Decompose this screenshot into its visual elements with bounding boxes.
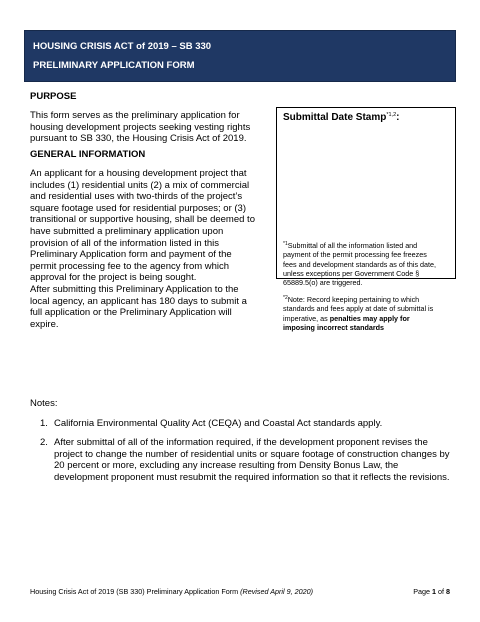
note-1-line: 65889.5(o) are triggered. — [283, 278, 363, 288]
note-item-line: California Environmental Quality Act (CEQA) and Coastal Act standards apply. — [54, 418, 383, 429]
general-line: Preliminary Application form and payment of the — [30, 249, 232, 261]
note-1-marker: *1 — [283, 241, 288, 247]
general-line: square footage used for residential purposes; or (3) — [30, 202, 246, 214]
note-2-line: standards and fees apply at date of submittal is — [283, 304, 434, 314]
note-item-line: After submittal of all of the information required, if the development proponent revises the — [54, 437, 428, 448]
general-line: and residential uses with two-thirds of the project’s — [30, 191, 243, 203]
submittal-date-stamp-box — [276, 107, 456, 332]
purpose-text — [30, 110, 250, 145]
footer-form-name: Housing Crisis Act of 2019 (SB 330) Preliminary Application Form — [30, 587, 241, 596]
note-item-number: 2. — [40, 437, 48, 448]
purpose-heading: PURPOSE — [30, 91, 77, 102]
general-info-paragraph-2 — [30, 284, 247, 330]
note-item-line: project to change the number of residential units or square footage of construction changes by — [54, 448, 450, 460]
note-2-warning: imposing incorrect standards — [283, 322, 385, 332]
stamp-note-2 — [283, 294, 451, 332]
purpose-line: This form serves as the preliminary application for — [30, 110, 240, 121]
note-item-line: development proponent must resubmit the required information so that it reflects the revisions. — [54, 471, 450, 483]
note-2-line: Note: Record keeping pertaining to which — [287, 295, 420, 304]
note-item-number: 1. — [40, 418, 48, 429]
general-line: After submitting this Preliminary Application to the — [30, 284, 239, 295]
page-number — [413, 587, 450, 596]
note-1-line: Submittal of all the information listed and — [287, 241, 418, 250]
form-title: HOUSING CRISIS ACT of 2019 – SB 330 — [33, 41, 212, 52]
general-line: approval for the project is being sought. — [30, 272, 197, 284]
notes-label: Notes: — [30, 398, 58, 409]
purpose-line: pursuant to SB 330, the Housing Crisis Act of 2019. — [30, 133, 247, 145]
footer-revision: (Revised April 9, 2020) — [240, 587, 313, 596]
page-current: 1 — [432, 587, 436, 596]
note-2-marker: *2 — [283, 295, 288, 301]
page-total: 8 — [446, 587, 450, 596]
form-subtitle: PRELIMINARY APPLICATION FORM — [33, 60, 195, 71]
page-of: of — [436, 587, 446, 596]
general-line: full application or the Preliminary Application will — [30, 307, 232, 319]
general-info-heading: GENERAL INFORMATION — [30, 149, 146, 160]
general-info-paragraph-1 — [30, 168, 255, 284]
general-line: transitional or supportive housing, shall be deemed to — [30, 214, 255, 226]
stamp-title — [283, 112, 400, 123]
note-item-line: 20 percent or more, excluding any increase resulting from Density Bonus Law, the — [54, 460, 399, 472]
general-line: provision of all of the information listed in this — [30, 237, 220, 249]
note-1-line: fees and development standards as of this date, — [283, 259, 437, 269]
stamp-note-1 — [283, 240, 451, 287]
note-1-line: payment of the permit processing fee freezes — [283, 250, 427, 260]
general-line: local agency, an applicant has 180 days to submit a — [30, 295, 247, 307]
general-line: have submitted a preliminary application upon — [30, 225, 224, 237]
general-line: includes (1) residential units (2) a mix of commercial — [30, 179, 250, 191]
general-line: An applicant for a housing development project that — [30, 168, 247, 179]
general-line: permit processing fee to the agency from which — [30, 260, 230, 272]
stamp-title-footnote: *1,2 — [386, 112, 397, 118]
stamp-title-text: Submittal Date Stamp — [283, 112, 387, 123]
purpose-line: housing development projects seeking vesting rights — [30, 121, 251, 133]
page-prefix: Page — [413, 587, 432, 596]
general-line: expire. — [30, 318, 59, 330]
note-2-warning: penalties may apply for — [329, 313, 410, 323]
form-title-banner — [24, 30, 456, 82]
footer-text — [30, 587, 313, 596]
note-2-line: imperative, as — [283, 313, 330, 323]
note-1-line: unless exceptions per Government Code § — [283, 268, 420, 278]
stamp-title-colon: : — [396, 112, 400, 123]
